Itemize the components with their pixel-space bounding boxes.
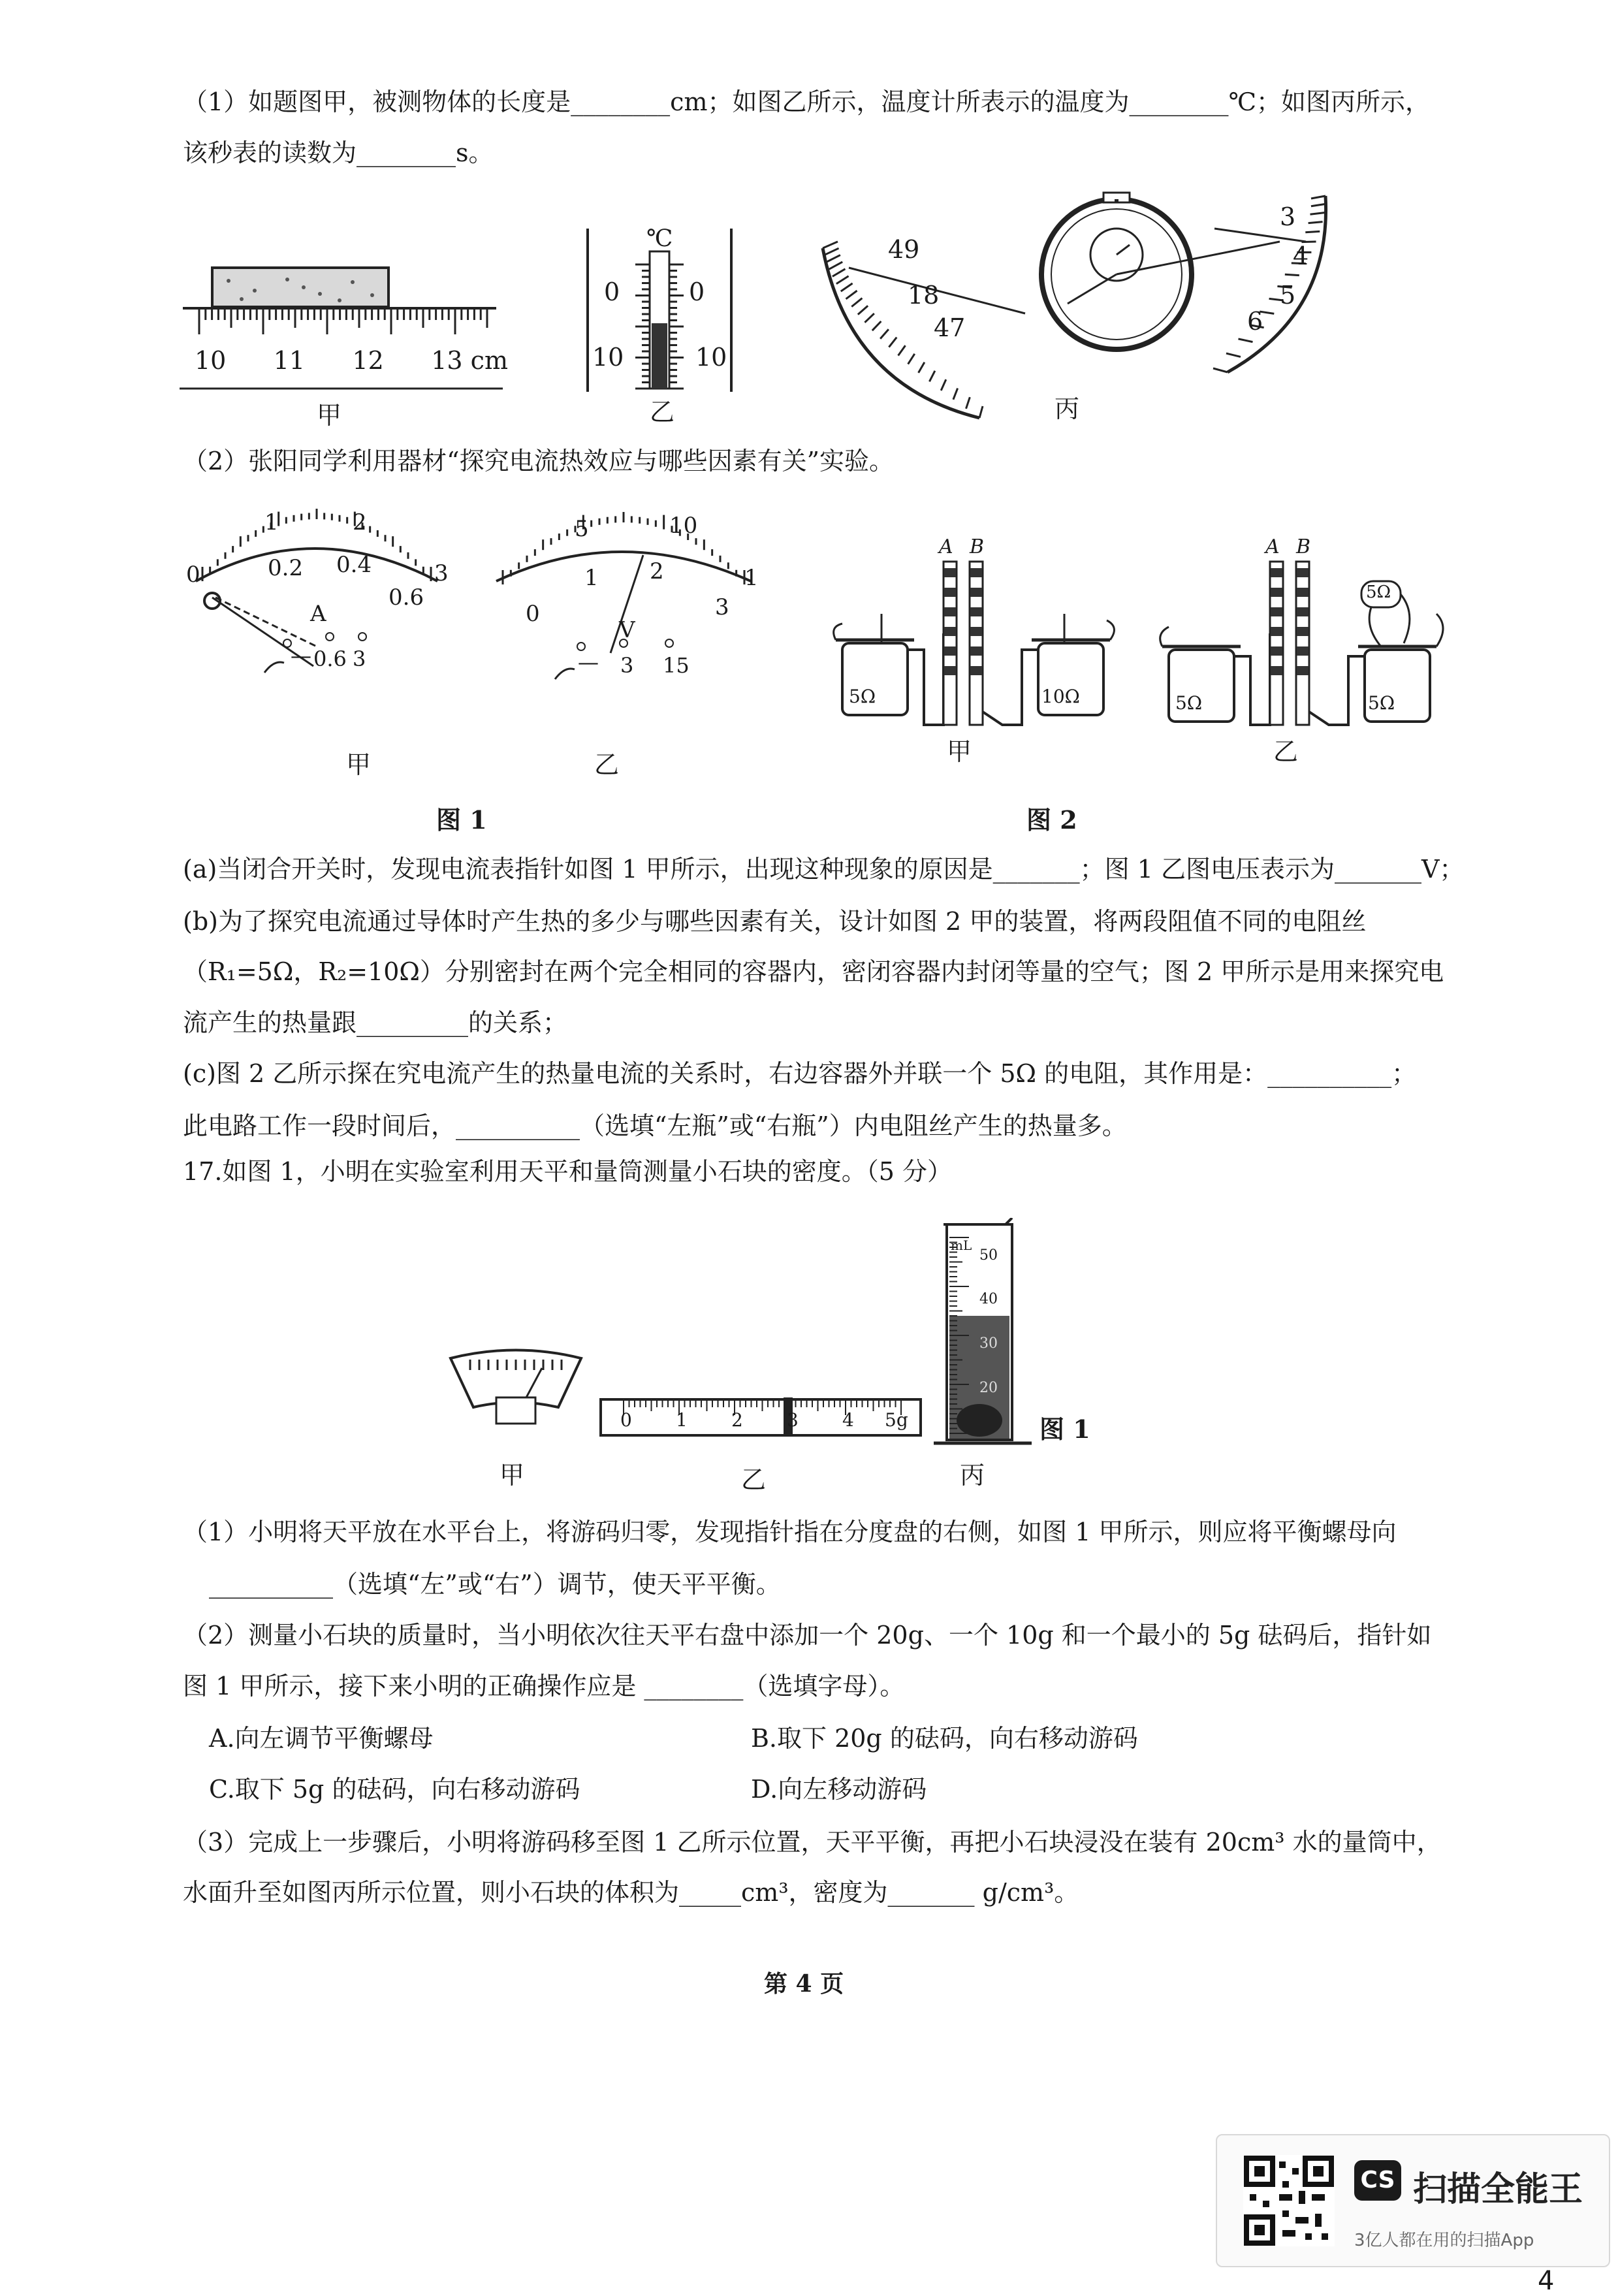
stopwatch-caption: 丙 — [1055, 394, 1080, 423]
q17-3-line2: 水面升至如图丙所示位置，则小石块的体积为_____cm³，密度为_______ g/cm³。 — [183, 1878, 1079, 1907]
tick-mark — [929, 371, 934, 381]
q16-a-line: (a)当闭合开关时，发现电流表指针如图 1 甲所示，出现这种现象的原因是_______；图 1 乙图电压表示为_______V； — [183, 855, 1465, 884]
fig2a-label: A — [939, 535, 953, 558]
tick-mark — [941, 379, 946, 391]
q16-1-line1: （1）如题图甲，被测物体的长度是________cm；如图乙所示，温度计所表示的温度为________℃；如图丙所示， — [183, 88, 1431, 116]
liquid-band — [1297, 646, 1309, 656]
beam-label: 4 — [842, 1409, 854, 1431]
tick-mark — [1311, 204, 1325, 206]
q17-3-line1: （3）完成上一步骤后，小明将游码移至图 1 乙所示位置，天平平衡，再把小石块浸没在装有 20cm³ 水的量筒中， — [183, 1828, 1442, 1857]
fig2-title: 图 2 — [1026, 805, 1077, 835]
tick-mark — [829, 262, 842, 269]
fig2b-res: 5Ω — [1368, 692, 1395, 714]
thermo-label: 10 — [592, 343, 624, 372]
graduated-cylinder-figure — [934, 1218, 1032, 1459]
voltmeter-label: 10 — [669, 513, 698, 539]
liquid-band — [970, 607, 982, 616]
liquid-band — [1297, 627, 1309, 636]
ammeter-label: 0.2 — [268, 555, 304, 581]
voltmeter-label: 1 — [584, 565, 599, 591]
liquid-band — [1271, 646, 1282, 656]
cyl-label: 40 — [979, 1291, 998, 1307]
q17-1-line2: __________（选填“左”或“右”）调节，使天平平衡。 — [209, 1570, 781, 1599]
stopwatch-label: 5 — [1280, 281, 1296, 310]
voltmeter-label: 5 — [575, 516, 589, 542]
scanner-subtitle: 3亿人都在用的扫描App — [1354, 2231, 1534, 2250]
ruler-tick-label: 12 — [352, 346, 384, 375]
liquid-band — [1297, 588, 1309, 597]
q17-2-optA: A.向左调节平衡螺母 — [209, 1724, 434, 1753]
corner-page-number: 4 — [1538, 2266, 1555, 2296]
liquid-band — [970, 588, 982, 597]
liquid-band — [1271, 607, 1282, 616]
beam-label: 5g — [885, 1409, 908, 1431]
tick-mark — [833, 269, 846, 277]
ammeter-letter: A — [310, 601, 326, 627]
fig17-caption: 甲 — [500, 1461, 525, 1490]
stopwatch-label: 47 — [934, 313, 966, 342]
q17-2-line1: （2）测量小石块的质量时，当小明依次往天平右盘中添加一个 20g、一个 10g 和一个最小的 5g 砝码后，指针如 — [183, 1621, 1432, 1650]
tick-mark — [880, 329, 889, 339]
page-number: 第 4 页 — [764, 1970, 844, 1998]
q17-line: 17.如图 1，小明在实验室利用天平和量筒测量小石块的密度。（5 分） — [183, 1157, 952, 1186]
tick-mark — [851, 298, 862, 307]
q17-2-optB: B.取下 20g 的砝码，向右移动游码 — [751, 1724, 1138, 1753]
fig17-caption: 乙 — [741, 1465, 767, 1494]
cs-logo-icon: CS — [1354, 2160, 1401, 2201]
q16-c-line1: (c)图 2 乙所示探在究电流产生的热量电流的关系时，右边容器外并联一个 5Ω 的电阻，其作用是：__________； — [183, 1059, 1417, 1088]
qr-code-icon — [1243, 2155, 1335, 2246]
liquid-band — [970, 568, 982, 577]
liquid-band — [970, 627, 982, 636]
fig2a-label: B — [970, 535, 985, 558]
fig1-caption-b: 乙 — [594, 750, 620, 779]
ammeter-label: 3 — [434, 560, 449, 586]
tick-mark — [841, 283, 853, 291]
voltmeter-label: 3 — [715, 594, 729, 620]
stopwatch-label: 4 — [1293, 242, 1309, 270]
fig17-title: 图 1 — [1039, 1414, 1090, 1444]
ammeter-terminal: — — [291, 643, 311, 668]
stopwatch-label: 18 — [908, 281, 940, 310]
q16-c-line2: 此电路工作一段时间后，__________（选填“左瓶”或“右瓶”）内电阻丝产生的热量多。 — [183, 1111, 1127, 1140]
tick-mark — [1310, 213, 1324, 215]
tick-mark — [1213, 368, 1228, 372]
voltmeter-label: 1 — [744, 565, 759, 591]
ammeter-figure — [176, 503, 464, 699]
thermometer-figure — [584, 225, 741, 426]
tick-mark — [908, 354, 915, 364]
tick-mark — [824, 248, 838, 255]
tick-mark — [1238, 339, 1252, 342]
liquid-band — [970, 646, 982, 656]
voltmeter-terminal: 15 — [663, 653, 690, 678]
fig2a-res: 10Ω — [1041, 686, 1080, 707]
liquid-band — [944, 568, 956, 577]
tick-mark — [919, 362, 925, 373]
liquid-band — [1297, 666, 1309, 675]
thermo-label: 0 — [689, 278, 705, 306]
cyl-label: 50 — [979, 1247, 998, 1264]
beam-label: 1 — [676, 1409, 688, 1431]
fig2b-res: 5Ω — [1175, 692, 1203, 714]
q16-b-line3: 流产生的热量跟_________的关系； — [183, 1008, 568, 1037]
q17-2-optD: D.向左移动游码 — [751, 1775, 927, 1804]
beam-label: 2 — [731, 1409, 743, 1431]
tick-mark — [979, 406, 983, 418]
fig2b-res: 5Ω — [1366, 582, 1391, 602]
q16-1-line2: 该秒表的读数为________s。 — [183, 138, 494, 167]
thermo-label: 0 — [604, 278, 620, 306]
voltmeter-label: 2 — [650, 558, 664, 584]
cyl-label: mL — [951, 1237, 972, 1253]
ammeter-terminal: 0.6 — [313, 646, 347, 671]
tick-mark — [846, 291, 857, 299]
stopwatch-label: 6 — [1247, 307, 1263, 336]
thermo-label: 10 — [695, 343, 727, 372]
liquid-band — [1297, 607, 1309, 616]
ruler-figure — [176, 255, 516, 430]
ruler-tick-label: 11 — [273, 346, 306, 375]
liquid-band — [944, 607, 956, 616]
tick-mark — [1311, 196, 1325, 199]
liquid-band — [1271, 627, 1282, 636]
ruler-caption: 甲 — [317, 401, 342, 430]
fig1-title: 图 1 — [436, 805, 487, 835]
tick-mark — [858, 306, 868, 314]
stopwatch-label: 3 — [1280, 202, 1296, 231]
ruler-tick-label: 10 — [195, 346, 227, 375]
thermometer-unit: ℃ — [646, 225, 673, 252]
fig2b-label: A — [1265, 535, 1280, 558]
tick-mark — [1226, 353, 1241, 357]
ammeter-terminal: 3 — [353, 646, 366, 671]
voltmeter-letter: V — [619, 617, 635, 643]
ammeter-label: 2 — [353, 509, 367, 535]
liquid-band — [1271, 666, 1282, 675]
tick-mark — [865, 313, 874, 323]
tick-mark — [872, 321, 881, 330]
q17-2-line2: 图 1 甲所示，接下来小明的正确操作应是 ________（选填字母）。 — [183, 1672, 905, 1700]
ammeter-label: 0.4 — [336, 552, 372, 578]
liquid-band — [1271, 568, 1282, 577]
tick-mark — [1285, 274, 1299, 275]
cyl-label: 30 — [979, 1335, 998, 1352]
fig2-b — [1156, 535, 1456, 766]
voltmeter-terminal: — — [578, 650, 599, 675]
ammeter-label: 1 — [264, 509, 279, 535]
scanner-watermark — [1216, 2134, 1610, 2267]
q17-1-line1: （1）小明将天平放在水平台上，将游码归零，发现指针指在分度盘的右侧，如图 1 甲所示，则应将平衡螺母向 — [183, 1518, 1397, 1546]
fig2a-res: 5Ω — [849, 686, 876, 707]
liquid-band — [944, 588, 956, 597]
balance-pointer-figure — [444, 1345, 588, 1430]
liquid-band — [944, 627, 956, 636]
q17-2-optC: C.取下 5g 的砝码，向右移动游码 — [209, 1775, 580, 1804]
liquid-band — [944, 666, 956, 675]
liquid-band — [1271, 588, 1282, 597]
voltmeter-figure — [483, 503, 770, 699]
tick-mark — [889, 338, 896, 347]
fig2-caption-b: 乙 — [1273, 737, 1299, 766]
q16-b-line2: （R₁=5Ω，R₂=10Ω）分别密封在两个完全相同的容器内，密闭容器内封闭等量的空气；图 2 甲所示是用来探究电 — [183, 957, 1444, 986]
beam-label: 0 — [620, 1409, 632, 1431]
fig2-caption-a: 甲 — [947, 737, 972, 766]
fig2-a — [829, 535, 1123, 766]
tick-mark — [836, 276, 849, 284]
tick-mark — [827, 255, 840, 263]
ruler-tick-label: 13 cm — [431, 346, 508, 375]
fig17-caption: 丙 — [960, 1461, 985, 1490]
stopwatch-label: 49 — [888, 235, 920, 264]
ammeter-label: 0.6 — [389, 584, 424, 611]
tick-mark — [1309, 222, 1323, 223]
fig1-caption-a: 甲 — [346, 750, 372, 779]
fig2b-label: B — [1296, 535, 1311, 558]
voltmeter-terminal: 3 — [620, 653, 634, 678]
cyl-label: 20 — [979, 1380, 998, 1396]
voltmeter-label: 0 — [526, 601, 540, 627]
beam-label: 3 — [787, 1409, 799, 1431]
liquid-band — [944, 646, 956, 656]
thermometer-caption: 乙 — [650, 398, 675, 426]
balance-beam-figure — [597, 1390, 924, 1442]
q16-2-line: （2）张阳同学利用器材“探究电流热效应与哪些因素有关”实验。 — [183, 447, 895, 475]
liquid-band — [1297, 568, 1309, 577]
stopwatch-figure — [810, 189, 1358, 438]
tick-mark — [953, 389, 958, 400]
scanner-name: 扫描全能王 — [1413, 2170, 1583, 2209]
liquid-band — [970, 666, 982, 675]
tick-mark — [823, 242, 838, 248]
tick-mark — [898, 345, 906, 355]
ammeter-label: 0 — [186, 562, 200, 588]
tick-mark — [1305, 231, 1320, 232]
q16-b-line1: (b)为了探究电流通过导体时产生热的多少与哪些因素有关，设计如图 2 甲的装置，将两段阻值不同的电阻丝 — [183, 907, 1367, 936]
tick-mark — [966, 397, 970, 409]
